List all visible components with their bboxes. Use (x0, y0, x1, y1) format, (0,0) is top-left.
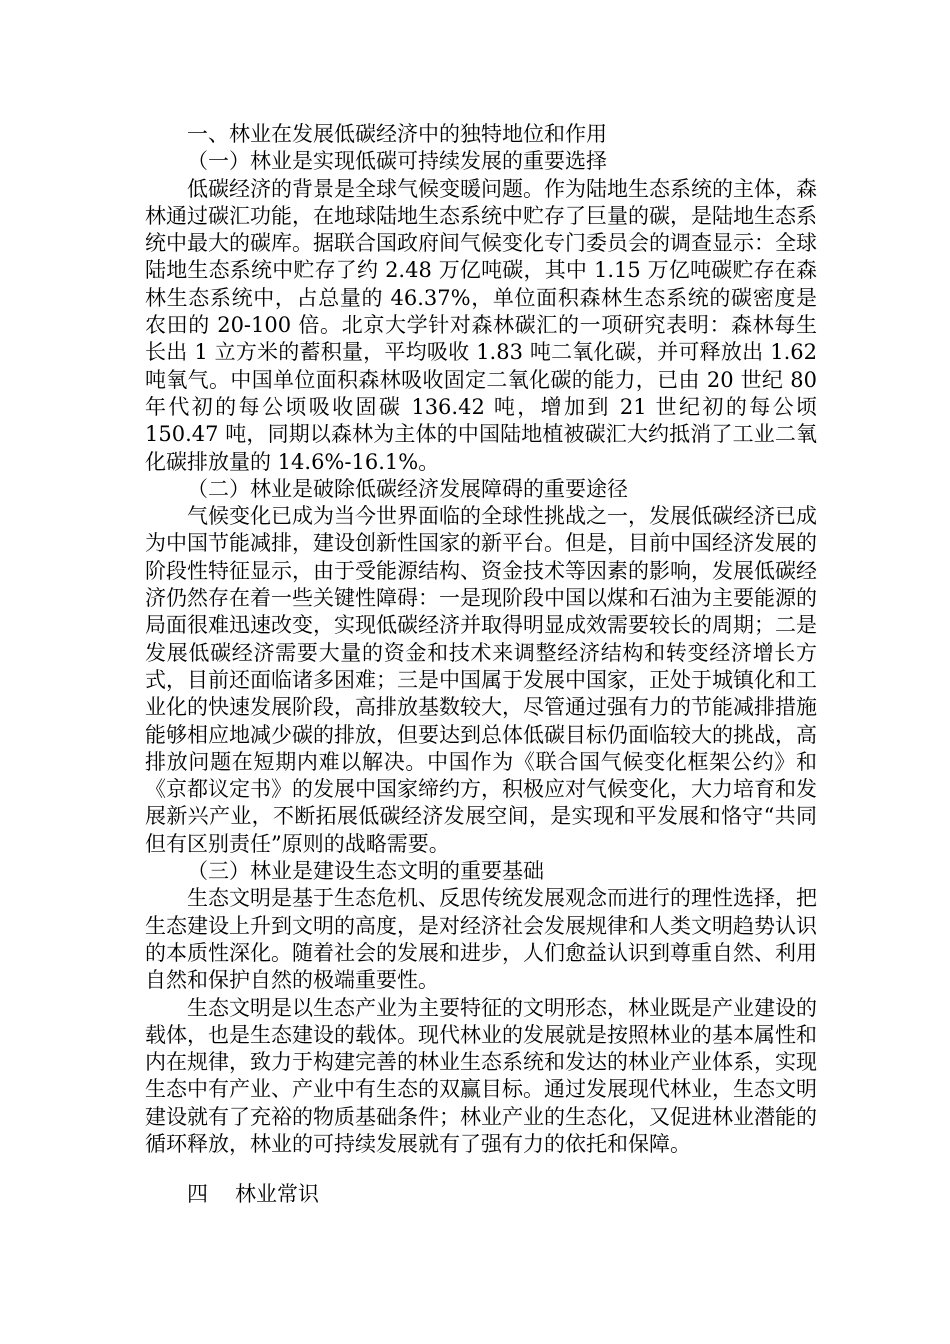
section-3-paragraph-2: 生态文明是以生态产业为主要特征的文明形态，林业既是产业建设的载体，也是生态建设的载体。现代林业的发展就是按照林业的基本属性和内在规律，致力于构建完善的林业生态系统和发达的林业产业体系，实现生态中有产业、产业中有生态的双赢目标。通过发展现代林业，生态文明建设就有了充裕的物质基础条件；林业产业的生态化，又促进林业潜能的循环释放，林业的可持续发展就有了强有力的依托和保障。 (145, 995, 817, 1156)
main-heading: 一、林业在发展低碳经济中的独特地位和作用 (187, 122, 607, 146)
next-section-number: 四 (187, 1182, 208, 1206)
section-2-paragraph-1: 气候变化已成为当今世界面临的全球性挑战之一，发展低碳经济已成为中国节能减排，建设创新性国家的新平台。但是，目前中国经济发展的阶段性特征显示，由于受能源结构、资金技术等因素的影响，发展低碳经济仍然存在着一些关键性障碍：一是现阶段中国以煤和石油为主要能源的局面很难迅速改变，实现低碳经济并取得明显成效需要较长的周期；二是发展低碳经济需要大量的资金和技术来调整经济结构和转变经济增长方式，目前还面临诸多困难；三是中国属于发展中国家，正处于城镇化和工业化的快速发展阶段，高排放基数较大，尽管通过强有力的节能减排措施能够相应地减少碳的排放，但要达到总体低碳目标仍面临较大的挑战，高排放问题在短期内难以解决。中国作为《联合国气候变化框架公约》和《京都议定书》的发展中国家缔约方，积极应对气候变化，大力培育和发展新兴产业，不断拓展低碳经济发展空间，是实现和平发展和恪守“共同但有区别责任”原则的战略需要。 (145, 504, 817, 856)
section-3-paragraph-1: 生态文明是基于生态危机、反思传统发展观念而进行的理性选择，把生态建设上升到文明的高度，是对经济社会发展规律和人类文明趋势认识的本质性深化。随着社会的发展和进步，人们愈益认识到尊重自然、利用自然和保护自然的极端重要性。 (145, 886, 817, 993)
section-1-paragraph-1: 低碳经济的背景是全球气候变暖问题。作为陆地生态系统的主体，森林通过碳汇功能，在地球陆地生态系统中贮存了巨量的碳，是陆地生态系统中最大的碳库。据联合国政府间气候变化专门委员会的调查显示：全球陆地生态系统中贮存了约 2.48 万亿吨碳，其中 1.15 万亿吨碳贮存在森林生态系统中，占总量的 46.37%，单位面积森林生态系统的碳密度是农田的 20-100 倍。北京大学针对森林碳汇的一项研究表明：森林每生长出 1 立方米的蓄积量，平均吸收 1.83 吨二氧化碳，并可释放出 1.62 吨氧气。中国单位面积森林吸收固定二氧化碳的能力，已由 20 世纪 80 年代初的每公顷吸收固碳 136.42 吨，增加到 21 世纪初的每公顷 150.47 吨，同期以森林为主体的中国陆地植被碳汇大约抵消了工业二氧化碳排放量的 14.6%-16.1%。 (145, 176, 817, 474)
next-section-title: 林业常识 (235, 1182, 319, 1206)
document-body (145, 121, 817, 1158)
section-2-heading: （二）林业是破除低碳经济发展障碍的重要途径 (187, 476, 628, 501)
next-section-heading (187, 1181, 319, 1208)
section-3-heading: （三）林业是建设生态文明的重要基础 (187, 859, 544, 884)
section-1-heading: （一）林业是实现低碳可持续发展的重要选择 (187, 149, 607, 174)
